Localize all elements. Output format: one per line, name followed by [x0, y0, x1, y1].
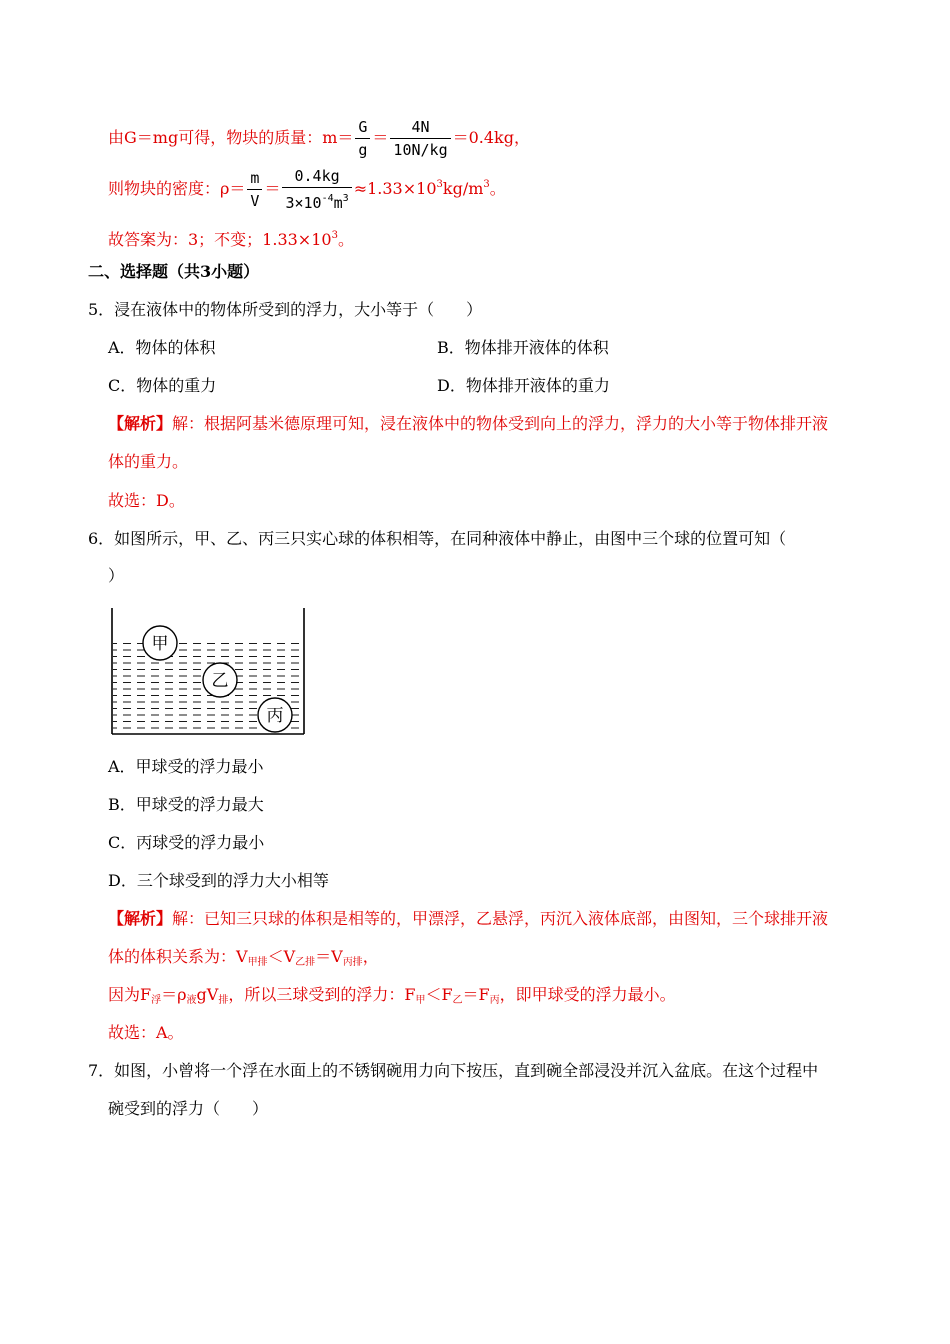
analysis-text: ＝ρ — [161, 985, 187, 1004]
q6-analysis-line3 — [108, 985, 676, 1011]
analysis-text: ，所以三球受到的浮力：F — [228, 985, 416, 1004]
q6-option-d: D．三个球受到的浮力大小相等 — [108, 871, 329, 890]
mass-prefix: 由G＝mg可得，物块的质量：m＝ — [108, 128, 354, 147]
subscript: 液 — [186, 995, 197, 1006]
answer-period: 。 — [337, 230, 354, 249]
analysis-text: 解：已知三只球的体积是相等的，甲漂浮，乙悬浮，丙沉入液体底部，由图知，三个球排开液 — [172, 909, 829, 928]
q5-option-c: C．物体的重力 — [108, 376, 217, 395]
mass-fraction-g-over-g — [355, 118, 370, 159]
result-unit: kg/m — [442, 179, 484, 198]
analysis-text: 因为F — [108, 985, 152, 1004]
density-fraction-values — [282, 167, 351, 212]
q5-option-d: D．物体排开液体的重力 — [437, 376, 610, 395]
ball-yi-label: 乙 — [211, 671, 229, 691]
ball-jia-label: 甲 — [151, 634, 169, 654]
result-coefficient: ≈1.33×10 — [353, 179, 437, 198]
density-result — [354, 179, 506, 198]
q5-choice: 故选：D。 — [108, 491, 185, 510]
analysis-text: ＝V — [315, 947, 343, 966]
fraction-denominator: g — [358, 141, 368, 159]
beaker-figure — [108, 608, 308, 740]
subscript: 甲排 — [247, 957, 268, 968]
fraction-numerator: m — [247, 169, 262, 190]
q7-stem-line2: 碗受到的浮力（ ） — [108, 1099, 269, 1118]
fraction-numerator: G — [355, 118, 370, 139]
equals-sign: ＝ — [372, 128, 389, 147]
q5-analysis-line1 — [108, 414, 828, 434]
q6-option-b: B．甲球受的浮力最大 — [108, 795, 264, 814]
subscript: 乙 — [452, 995, 463, 1006]
q6-option-a: A．甲球受的浮力最小 — [108, 757, 264, 776]
analysis-tag: 【解析】 — [108, 909, 173, 928]
ball-yi — [203, 663, 237, 697]
analysis-text: ＜F — [425, 985, 453, 1004]
q7-stem-line1: 7．如图，小曾将一个浮在水面上的不锈钢碗用力向下按压，直到碗全部浸没并沉入盆底。在这个过程中 — [88, 1061, 819, 1080]
fraction-denominator: V — [250, 192, 260, 210]
answer-exponent: 3 — [331, 230, 338, 241]
q6-choice: 故选：A。 — [108, 1023, 184, 1042]
ball-bing-label: 丙 — [266, 706, 284, 726]
result-period: 。 — [489, 179, 506, 198]
analysis-tag: 【解析】 — [108, 414, 173, 433]
q4-answer — [108, 226, 354, 250]
mass-result: ＝0.4kg， — [452, 128, 530, 147]
denominator-exponent: -4 — [321, 193, 334, 204]
density-prefix: 则物块的密度：ρ＝ — [108, 179, 246, 198]
denominator-unit: m — [333, 194, 343, 212]
q6-stem-line2: ） — [108, 566, 125, 585]
result-exponent: 3 — [436, 179, 443, 190]
analysis-text: 解：根据阿基米德原理可知，浸在液体中的物体受到向上的浮力，浮力的大小等于物体排开液 — [172, 414, 829, 433]
section-title: 二、选择题（共3小题） — [88, 262, 260, 281]
q6-analysis-line2 — [108, 947, 379, 973]
q6-option-c: C．丙球受的浮力最小 — [108, 833, 265, 852]
mass-fraction-values — [390, 118, 450, 159]
analysis-text: 体的体积关系为：V — [108, 947, 248, 966]
result-unit-exponent: 3 — [483, 179, 490, 190]
q6-analysis-line1 — [108, 909, 828, 929]
density-formula-line — [108, 165, 506, 212]
q5-analysis-line2: 体的重力。 — [108, 452, 189, 471]
fraction-denominator — [282, 188, 351, 212]
ball-bing — [258, 698, 292, 732]
subscript: 丙 — [489, 995, 500, 1006]
density-fraction-m-over-v — [247, 169, 262, 210]
analysis-text: ＝F — [462, 985, 490, 1004]
q6-stem-line1: 6．如图所示，甲、乙、丙三只实心球的体积相等，在同种液体中静止，由图中三个球的位置可知（ — [88, 529, 787, 548]
subscript: 丙排 — [342, 957, 363, 968]
analysis-text: ＜V — [267, 947, 296, 966]
subscript: 排 — [218, 995, 229, 1006]
q5-option-a: A．物体的体积 — [108, 338, 216, 357]
subscript: 甲 — [415, 995, 426, 1006]
fraction-numerator: 4N — [390, 118, 450, 139]
fraction-denominator: 10N/kg — [393, 141, 448, 159]
equals-sign: ＝ — [264, 179, 281, 198]
subscript: 乙排 — [295, 957, 316, 968]
q5-option-b: B．物体排开液体的体积 — [437, 338, 609, 357]
analysis-text: ，即甲球受的浮力最小。 — [499, 985, 676, 1004]
fraction-numerator: 0.4kg — [282, 167, 351, 188]
denominator-unit-exponent: 3 — [342, 193, 349, 204]
analysis-text: gV — [196, 985, 219, 1004]
denominator-base: 3×10 — [285, 194, 322, 212]
ball-jia — [143, 626, 177, 660]
answer-text: 故答案为：3；不变；1.33×10 — [108, 230, 332, 249]
q5-stem: 5．浸在液体中的物体所受到的浮力，大小等于（ ） — [88, 300, 483, 319]
analysis-text: ， — [362, 947, 379, 966]
beaker-diagram — [108, 608, 308, 736]
mass-formula-line — [108, 118, 530, 159]
subscript: 浮 — [151, 995, 162, 1006]
